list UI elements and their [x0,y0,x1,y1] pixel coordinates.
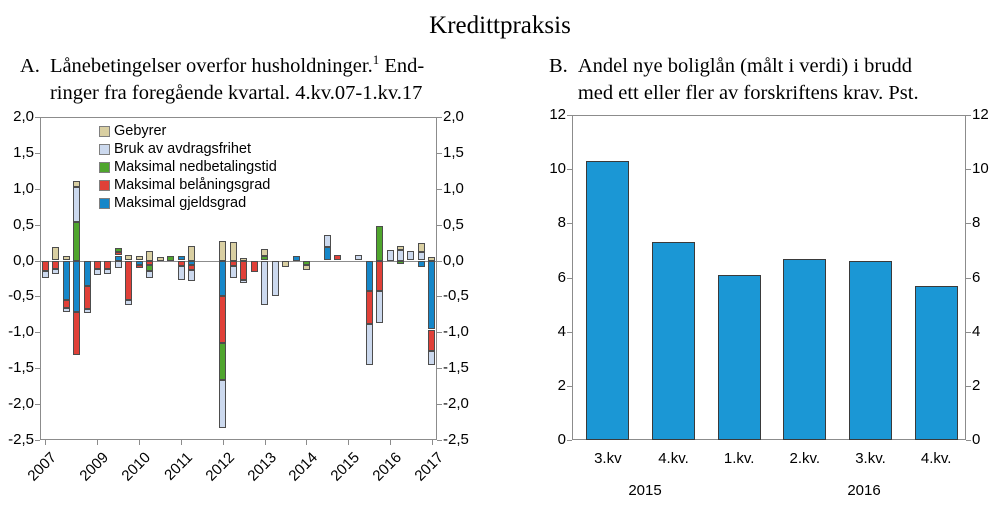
x-axis-tick [306,440,307,445]
x-axis-label: 2012 [202,449,238,485]
legend-swatch [99,180,110,191]
bar-segment [94,261,101,270]
y-axis-label-left: 6 [557,268,566,286]
bar-segment [63,308,70,312]
y-axis-tick-right [437,261,442,262]
figure-title: Kredittpraksis [429,12,571,39]
y-axis-label-right: -1,0 [443,323,469,341]
legend-label: Maksimal nedbetalingstid [114,159,277,175]
y-axis-label-right: 10 [972,160,989,178]
bar-segment [84,309,91,313]
y-axis-label-right: -2,0 [443,395,469,413]
bar-segment [125,300,132,305]
bar-segment [73,222,80,261]
legend-item [99,122,277,140]
x-axis-label: 2.kv. [789,450,821,467]
panel-b-label: B. [549,55,568,77]
y-axis-tick-right [437,296,442,297]
bar-segment [52,261,59,270]
y-axis-label-right: 2,0 [443,108,464,125]
bar-segment [428,257,435,261]
y-axis-label-left: 12 [549,106,566,123]
y-axis-tick-right [437,117,442,118]
bar-segment [146,251,153,261]
y-axis-label-left: 1,0 [13,179,34,197]
bar-segment [188,246,195,261]
bar-segment [428,261,435,330]
y-axis-label-right: 1,5 [443,143,464,161]
legend-label: Maksimal gjeldsgrad [114,195,247,211]
bar-segment [52,247,59,261]
x-axis-tick [223,440,224,445]
bar-segment [397,250,404,261]
bar-segment [63,261,70,301]
bar-segment [219,380,226,428]
bar-segment [376,291,383,323]
y-axis-tick-right [437,189,442,190]
panel-a-label: A. [20,55,40,77]
bar-segment [94,269,101,275]
x-axis-tick [139,440,140,445]
bar-segment [397,246,404,250]
y-axis-tick-left [35,368,40,369]
y-axis-tick-left [35,332,40,333]
y-axis-tick-right [966,278,971,279]
legend-label: Maksimal belåningsgrad [114,177,271,193]
x-axis-label: 2017 [411,449,447,485]
bar-segment [219,296,226,343]
bar-segment [366,291,373,324]
bar-segment [387,250,394,261]
y-axis-label-left: -1,0 [8,323,34,341]
legend-label: Gebyrer [114,123,167,139]
x-axis-tick [432,440,433,445]
bar [915,286,958,440]
legend-swatch [99,144,110,155]
x-axis-label: 4.kv. [920,450,952,467]
x-axis-label: 4.kv. [658,450,689,467]
bar-segment [73,261,80,312]
y-axis-tick-right [437,332,442,333]
y-axis-tick-right [437,225,442,226]
bar-segment [136,256,143,260]
y-axis-tick-right [966,440,971,441]
y-axis-label-right: 6 [972,268,981,286]
y-axis-tick-left [567,386,572,387]
bar-segment [230,266,237,279]
y-axis-label-right: 2 [972,376,981,394]
footnote-marker: 1 [372,52,380,68]
bar-segment [355,255,362,261]
bar-segment [230,242,237,261]
y-axis-tick-left [567,115,572,116]
y-axis-tick-right [966,115,971,116]
x-axis-label: 2007 [24,449,61,485]
y-axis-tick-right [966,223,971,224]
y-axis-tick-right [437,440,442,441]
bar-segment [376,261,383,291]
bar-segment [324,235,331,247]
y-axis-label-right: -2,5 [443,431,469,448]
bar-segment [146,271,153,278]
bar-segment [261,261,268,306]
bar-segment [84,286,91,310]
bar-segment [324,247,331,261]
y-axis-label-left: -0,5 [8,287,34,305]
bar-segment [428,351,435,365]
bar-segment [42,261,49,272]
x-axis-label: 2015 [327,449,364,485]
panel-b-plot-area [572,115,966,440]
y-axis-tick-right [966,169,971,170]
bar-segment [272,261,279,297]
bar-segment [240,261,247,280]
y-axis-label-right: 8 [972,214,981,232]
bar [718,275,761,440]
y-axis-label-right: 0,0 [443,251,464,269]
bar-segment [334,255,341,261]
bar-segment [136,265,143,269]
y-axis-tick-left [35,225,40,226]
bar-segment [251,261,258,273]
y-axis-tick-left [567,223,572,224]
x-axis-label: 1.kv. [723,450,755,467]
legend-swatch [99,198,110,209]
y-axis-tick-left [35,440,40,441]
bar-segment [219,343,226,380]
bar-segment [73,312,80,355]
y-axis-label-right: 1,0 [443,179,464,197]
bar-segment [188,270,195,281]
x-axis-label: 3.kv [594,450,622,467]
x-axis-label: 2010 [118,449,155,485]
x-axis-label: 2014 [285,449,322,485]
y-axis-label-left: 0,0 [13,251,34,269]
bar-segment [178,266,185,280]
bar-segment [428,330,435,352]
bar [586,161,629,440]
y-axis-label-right: 4 [972,322,981,340]
bar-segment [115,261,122,268]
bar-segment [366,324,373,365]
x-axis-year-label: 2016 [847,482,881,499]
panel-b-title-text: Andel nye boliglån (målt i verdi) i brudd med ett eller fler av forskriftens krav. Pst. [577,55,919,104]
y-axis-label-right: -0,5 [443,287,469,305]
bar-segment [282,261,289,268]
bar-segment [397,261,404,265]
panel-a-title [20,53,480,107]
y-axis-label-left: 4 [557,322,566,340]
bar-segment [63,300,70,308]
bar-segment [376,226,383,261]
y-axis-label-left: 0,5 [13,215,34,233]
panel-b-title [549,53,989,107]
bar-segment [84,261,91,286]
y-axis-label-left: -2,0 [8,395,34,413]
legend-item [99,140,277,158]
y-axis-label-left: 0 [557,431,566,448]
y-axis-tick-right [966,386,971,387]
x-axis-tick [390,440,391,445]
bar-segment [303,265,310,270]
x-axis-label: 2016 [369,449,406,485]
bar-segment [366,261,373,292]
bar-segment [125,255,132,261]
legend-swatch [99,162,110,173]
y-axis-tick-left [35,153,40,154]
y-axis-label-left: -1,5 [8,359,34,377]
x-axis-label: 3.kv. [855,450,886,467]
y-axis-label-left: 2 [557,376,566,394]
y-axis-label-right: 12 [972,106,989,123]
legend-item [99,176,277,194]
y-axis-label-right: 0,5 [443,215,464,233]
legend-item [99,194,277,212]
x-axis-tick [45,440,46,445]
y-axis-tick-right [966,332,971,333]
bar-segment [219,241,226,260]
bar-segment [125,261,132,301]
y-axis-tick-right [437,404,442,405]
panel-a-legend [99,122,277,212]
legend-item [99,158,277,176]
y-axis-label-left: 8 [557,214,566,232]
bar [783,259,826,441]
y-axis-tick-left [567,169,572,170]
y-axis-label-left: 10 [549,160,566,178]
x-axis-tick [97,440,98,445]
bar-segment [293,256,300,261]
y-axis-label-left: -2,5 [8,431,34,448]
y-axis-tick-left [567,278,572,279]
panel-a-title-text: Lånebetingelser overfor husholdninger.$^1$ End- ringer fra foregående kvartal. 4.kv.07-1.kv.17 [49,52,425,104]
bar-segment [52,269,59,274]
y-axis-label-left: 2,0 [13,108,34,125]
y-axis-tick-left [35,117,40,118]
bar-segment [104,261,111,270]
bar-segment [261,249,268,256]
bar-segment [73,181,80,187]
bar-segment [115,248,122,252]
bar [652,242,695,440]
y-axis-tick-right [437,368,442,369]
bar-segment [157,257,164,261]
bar-segment [115,252,122,256]
bar [849,261,892,440]
x-axis-label: 2009 [76,449,113,485]
x-axis-tick [265,440,266,445]
y-axis-label-right: -1,5 [443,359,469,377]
bar-segment [219,261,226,297]
y-axis-tick-left [567,440,572,441]
y-axis-tick-left [35,296,40,297]
y-axis-tick-left [35,404,40,405]
legend-swatch [99,126,110,137]
bar-segment [63,256,70,260]
x-axis-label: 2013 [244,449,280,485]
bar-segment [418,243,425,252]
x-axis-year-label: 2015 [628,482,662,499]
x-axis-label: 2011 [161,449,197,484]
y-axis-tick-left [567,332,572,333]
y-axis-tick-right [437,153,442,154]
bar-segment [73,187,80,222]
bar-segment [240,258,247,261]
x-axis-tick [181,440,182,445]
legend-label: Bruk av avdragsfrihet [114,141,252,157]
bar-segment [418,261,425,268]
bar-segment [407,251,414,260]
bar-segment [167,256,174,261]
x-axis-tick [348,440,349,445]
y-axis-label-left: 1,5 [13,143,34,161]
y-axis-label-right: 0 [972,431,981,448]
bar-segment [104,269,111,274]
bar-segment [42,271,49,278]
y-axis-tick-left [35,189,40,190]
bar-segment [418,252,425,261]
bar-segment [240,280,247,284]
